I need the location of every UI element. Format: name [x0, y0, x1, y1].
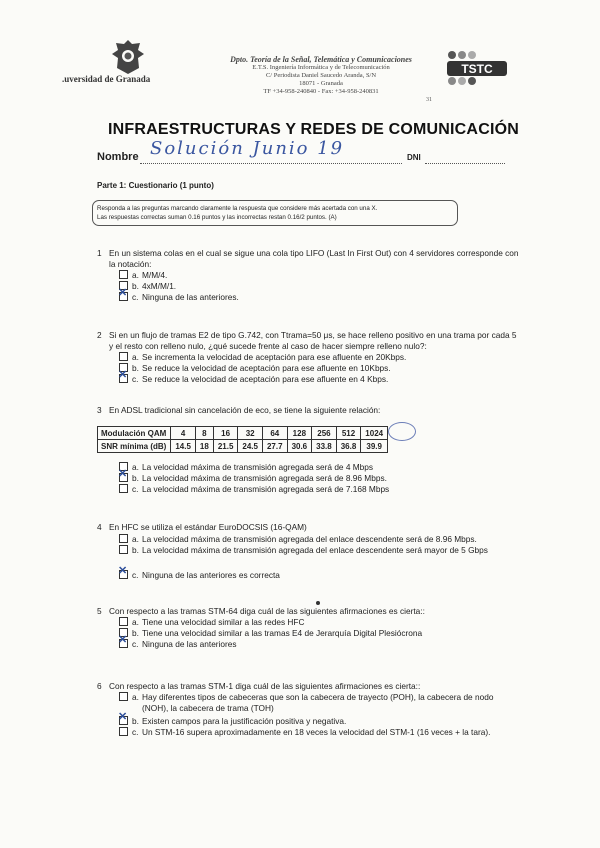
table-cell: 33.8 — [312, 440, 337, 453]
question-1 — [97, 248, 517, 308]
table-cell: 14.5 — [171, 440, 196, 453]
option-3b[interactable]: ✕b. La velocidad máxima de transmisión agregada será de 8.96 Mbps. — [119, 473, 387, 484]
checkbox[interactable] — [119, 692, 128, 701]
adsl-qam-table — [97, 426, 388, 453]
table-cell: 4 — [171, 427, 196, 440]
table-header-cell: SNR mínima (dB) — [98, 440, 171, 453]
tstc-logo-text: TSTC — [461, 62, 493, 76]
checkbox[interactable] — [119, 534, 128, 543]
table-cell: 36.8 — [336, 440, 361, 453]
table-cell: 30.6 — [287, 440, 312, 453]
table-cell: 24.5 — [238, 440, 263, 453]
address-line: C/ Periodista Daniel Saucedo Aranda, S/N — [265, 72, 377, 79]
instruction-line: Responda a las preguntas marcando claramente la respuesta que considere más acertada con una X. — [97, 205, 378, 212]
address-line: E.T.S. Ingeniería Informática y de Telecomunicación — [252, 64, 390, 71]
checkbox[interactable] — [119, 484, 128, 493]
department-block — [206, 56, 436, 96]
university-crest-icon — [108, 38, 148, 76]
part-title: Parte 1: Cuestionario (1 punto) — [97, 181, 214, 190]
instruction-line: Las respuestas correctas suman 0.16 puntos y las incorrectas restan 0.16/2 puntos. (A) — [97, 214, 337, 221]
table-cell: 32 — [238, 427, 263, 440]
option-6a[interactable]: a. Hay diferentes tipos de cabeceras que son la cabecera de trayecto (POH), la cabecera de nodo (NOH), la cabecera de trama (TOH) — [119, 692, 502, 714]
table-cell: 512 — [336, 427, 361, 440]
checkbox-checked[interactable] — [119, 570, 128, 579]
table-cell: 1024 — [361, 427, 388, 440]
table-cell: 39.9 — [361, 440, 388, 453]
university-name: .uversidad de Granada — [62, 74, 151, 84]
option-5a[interactable]: a. Tiene una velocidad similar a las redes HFC — [119, 617, 304, 628]
question-text: Si en un flujo de tramas E2 de tipo G.742, con Ttrama=50 μs, se hace relleno positivo en una trama por cada 5 y el resto con relleno nulo, ¿qué sucede frente al caso de hacer siempre relleno nulo?: — [109, 330, 517, 351]
question-text: Con respecto a las tramas STM-1 diga cuál de las siguientes afirmaciones es cierta:: — [109, 681, 421, 691]
option-6b[interactable]: ✕b. Existen campos para la justificación positiva y negativa. — [119, 716, 346, 727]
question-number: 4 — [97, 522, 102, 532]
table-cell: 18 — [195, 440, 213, 453]
checkbox-checked[interactable] — [119, 374, 128, 383]
question-number: 5 — [97, 606, 102, 616]
handwritten-circle-annotation — [388, 422, 416, 441]
nombre-handwritten-value: Solución Junio 19 — [150, 138, 345, 159]
question-number: 2 — [97, 330, 102, 340]
option-5c[interactable]: ✕c. Ninguna de las anteriores — [119, 639, 237, 650]
option-1a[interactable]: a. M/M/4. — [119, 270, 167, 281]
option-3a[interactable]: a. La velocidad máxima de transmisión agregada será de 4 Mbps — [119, 462, 373, 473]
address-line: 18071 - Granada — [299, 80, 343, 87]
question-2 — [97, 330, 517, 390]
option-4c[interactable]: ✕c. Ninguna de las anteriores es correcta — [119, 570, 280, 581]
checkbox[interactable] — [119, 545, 128, 554]
checkbox[interactable] — [119, 352, 128, 361]
dni-label: DNI — [407, 153, 421, 162]
option-2b[interactable]: b. Se reduce la velocidad de aceptación para ese afluente en 10Kbps. — [119, 363, 391, 374]
checkbox[interactable] — [119, 617, 128, 626]
checkbox-checked[interactable] — [119, 292, 128, 301]
option-2c[interactable]: ✕c. Se reduce la velocidad de aceptación para ese afluente en 4 Kbps. — [119, 374, 388, 385]
question-text: En HFC se utiliza el estándar EuroDOCSIS (16-QAM) — [109, 522, 307, 532]
question-6 — [97, 681, 517, 751]
instructions-box — [92, 200, 458, 226]
question-number: 3 — [97, 405, 102, 415]
option-4a[interactable]: a. La velocidad máxima de transmisión agregada del enlace descendente será de 8.96 Mbps. — [119, 534, 477, 545]
checkbox-checked[interactable] — [119, 639, 128, 648]
exam-title: INFRAESTRUCTURAS Y REDES DE COMUNICACIÓN — [108, 121, 519, 138]
option-6c[interactable]: c. Un STM-16 supera aproximadamente en 18 veces la velocidad del STM-1 (16 veces + la tara). — [119, 727, 490, 738]
question-4 — [97, 522, 517, 587]
table-cell: 8 — [195, 427, 213, 440]
checkbox-checked[interactable] — [119, 716, 128, 725]
table-cell: 16 — [213, 427, 238, 440]
dni-field-line — [425, 153, 505, 164]
question-text: En un sistema colas en el cual se sigue una cola tipo LIFO (Last In First Out) con 4 servidores corresponde con la notación: — [109, 248, 519, 269]
tstc-logo-icon — [446, 48, 508, 88]
table-cell: 256 — [312, 427, 337, 440]
option-4b[interactable]: b. La velocidad máxima de transmisión agregada del enlace descendente será mayor de 5 Gbps — [119, 545, 502, 556]
table-cell: 21.5 — [213, 440, 238, 453]
table-cell: 64 — [262, 427, 287, 440]
table-cell: 128 — [287, 427, 312, 440]
checkbox[interactable] — [119, 727, 128, 736]
checkbox-checked[interactable] — [119, 473, 128, 482]
checkbox[interactable] — [119, 270, 128, 279]
nombre-label: Nombre — [97, 151, 139, 163]
page-code: 31 — [426, 97, 432, 103]
option-1c[interactable]: ✕c. Ninguna de las anteriores. — [119, 292, 239, 303]
question-5 — [97, 606, 517, 656]
question-text: En ADSL tradicional sin cancelación de eco, se tiene la siguiente relación: — [109, 405, 381, 415]
option-5b[interactable]: b. Tiene una velocidad similar a las tramas E4 de Jerarquía Digital Plesiócrona — [119, 628, 422, 639]
table-cell: 27.7 — [262, 440, 287, 453]
question-number: 1 — [97, 248, 102, 258]
department-name: Dpto. Teoría de la Señal, Telemática y Comunicaciones — [230, 55, 412, 64]
pen-mark — [316, 601, 320, 605]
option-3c[interactable]: c. La velocidad máxima de transmisión agregada será de 7.168 Mbps — [119, 484, 389, 495]
table-row — [98, 440, 388, 453]
question-text: Con respecto a las tramas STM-64 diga cuál de las siguientes afirmaciones es cierta:: — [109, 606, 425, 616]
table-header-cell: Modulación QAM — [98, 427, 171, 440]
table-row — [98, 427, 388, 440]
option-2a[interactable]: a. Se incrementa la velocidad de aceptación para ese afluente en 20Kbps. — [119, 352, 406, 363]
question-number: 6 — [97, 681, 102, 691]
address-line: TF +34-958-240840 - Fax: +34-958-240831 — [263, 88, 379, 95]
option-1b[interactable]: b. 4xM/M/1. — [119, 281, 176, 292]
